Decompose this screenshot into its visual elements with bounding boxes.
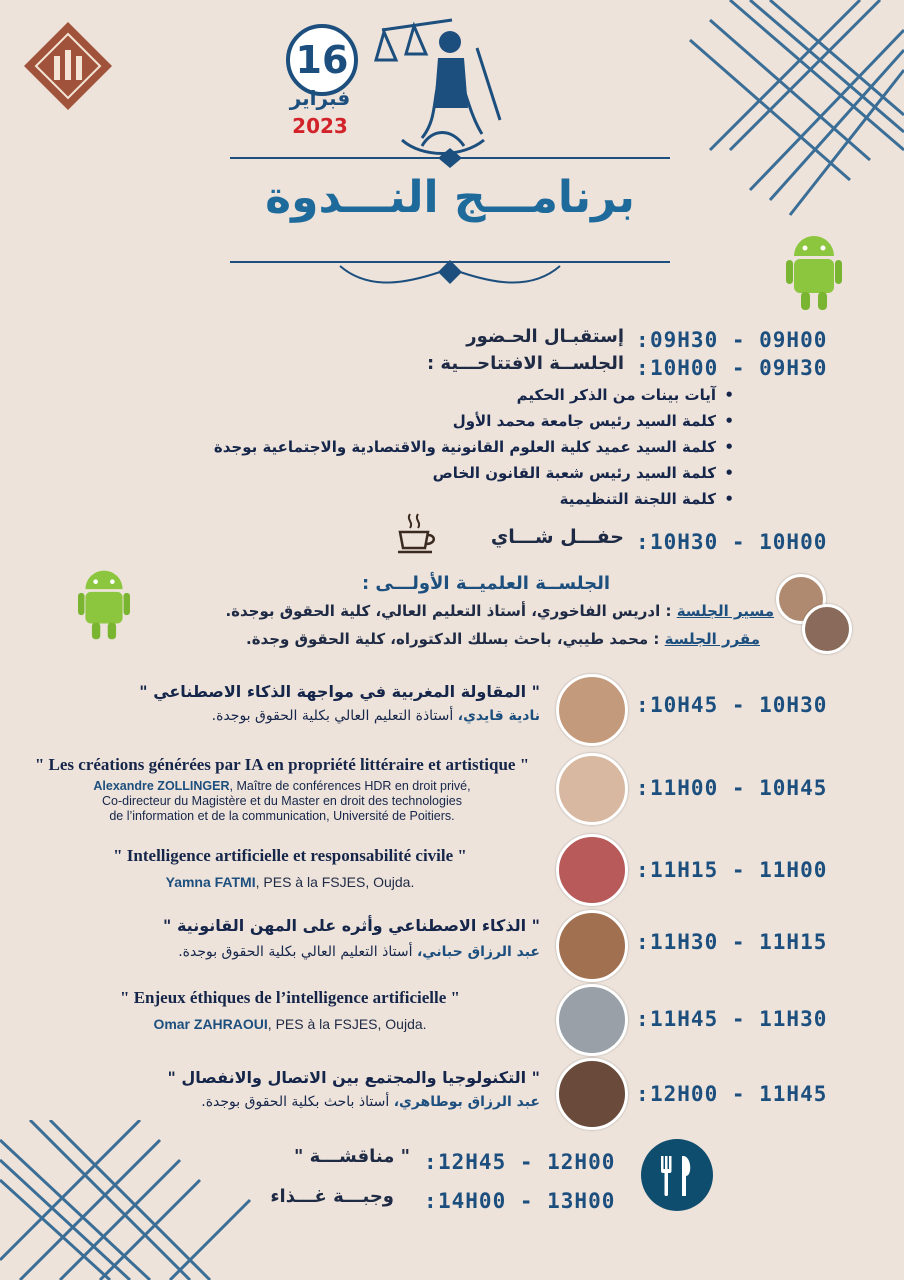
date-day: 16 [295, 38, 349, 82]
talk-speaker [14, 779, 550, 824]
speaker-affiliation: , PES à la FSJES, Oujda. [267, 1016, 427, 1032]
reception-time-colon: : [636, 328, 650, 352]
speaker-photo [556, 834, 628, 906]
speaker-affiliation-line3: de l’information et de la communication, Université de Poitiers. [109, 809, 455, 823]
lunch-label: وجبـــة غـــذاء [270, 1186, 394, 1207]
talk-title: " Intelligence artificielle et responsabilité civile " [113, 846, 467, 865]
university-logo-icon [22, 20, 114, 112]
talk-speaker [40, 874, 540, 890]
speaker-affiliation-line2: Co-directeur du Magistère et du Master en droit des technologies [102, 794, 462, 808]
speaker-name: عبد الرزاق بوطاهري، [393, 1094, 540, 1110]
talk-title: " Les créations générées par IA en propriété littéraire et artistique " [34, 755, 530, 774]
talk-title: " Enjeux éthiques de l’intelligence artificielle " [120, 988, 460, 1007]
talk-time-colon: : [636, 1082, 650, 1106]
speaker-name: عبد الرزاق حباني، [416, 944, 540, 960]
talk-speaker [60, 1094, 540, 1110]
talk-title: " المقاولة المغربية في مواجهة الذكاء الاصطناعي " [139, 682, 540, 701]
divider-bottom [230, 252, 670, 288]
talk-time: 11H00 - 10H45 [650, 776, 828, 800]
lunch-time-colon: : [424, 1189, 438, 1213]
discussion-time-colon: : [424, 1150, 438, 1174]
talk-time: 11H30 - 11H15 [650, 930, 828, 954]
opening-item: • كلمة السيد رئيس شعبة القانون الخاص [150, 460, 734, 486]
session1-title: الجلســة العلميــة الأولـــى : [361, 573, 610, 594]
opening-time: 10H00 - 09H30 [650, 356, 828, 380]
divider-top [230, 144, 670, 168]
moderator-text: : ادريس الفاخوري، أستاذ التعليم العالي، كلية الحقوق بوجدة. [225, 602, 672, 620]
date-year: 2023 [292, 114, 348, 138]
talk-time: 12H00 - 11H45 [650, 1082, 828, 1106]
reception-time: 09H30 - 09H00 [650, 328, 828, 352]
speaker-name: Yamna FATMI [165, 874, 256, 890]
opening-label: الجلســة الافتتاحـــية : [426, 353, 624, 374]
speaker-affiliation: أستاذة التعليم العالي بكلية الحقوق بوجدة. [211, 708, 458, 724]
date-month: فبراير [289, 86, 351, 110]
talk-speaker [120, 708, 540, 724]
talk-time: 11H15 - 11H00 [650, 858, 828, 882]
talk-time-colon: : [636, 1007, 650, 1031]
speaker-photo [556, 1058, 628, 1130]
speaker-name: Alexandre ZOLLINGER [93, 779, 230, 793]
speaker-photo [556, 753, 628, 825]
talk-time-colon: : [636, 930, 650, 954]
speaker-affiliation: أستاذ باحث بكلية الحقوق بوجدة. [201, 1094, 394, 1110]
speaker-affiliation: أستاذ التعليم العالي بكلية الحقوق بوجدة. [178, 944, 417, 960]
speaker-photo [556, 910, 628, 982]
tea-label: حفـــل شـــاي [490, 526, 624, 548]
talk-title: " التكنولوجيا والمجتمع بين الاتصال والانفصال " [167, 1068, 540, 1087]
cutlery-icon [640, 1138, 714, 1212]
talk-time: 11H45 - 11H30 [650, 1007, 828, 1031]
speaker-affiliation: , Maître de conférences HDR en droit privé, [229, 779, 471, 793]
talk-speaker [120, 944, 540, 960]
rapporteur-photo [802, 604, 852, 654]
talk-title: " الذكاء الاصطناعي وأثره على المهن القانونية " [163, 916, 540, 935]
android-icon [786, 230, 842, 314]
speaker-affiliation: , PES à la FSJES, Oujda. [255, 874, 415, 890]
opening-item: • كلمة السيد عميد كلية العلوم القانونية والاقتصادية والاجتماعية بوجدة [150, 434, 734, 460]
rapporteur-label: مقرر الجلسة [664, 630, 760, 648]
talk-speaker [40, 1016, 540, 1032]
lunch-time: 14H00 - 13H00 [438, 1189, 616, 1213]
tea-time: 10H30 - 10H00 [650, 530, 828, 554]
rapporteur-text: : محمد طيبي، باحث بسلك الدكتوراه، كلية الحقوق وجدة. [246, 630, 660, 648]
opening-time-colon: : [636, 356, 650, 380]
discussion-label: " مناقشـــة " [293, 1146, 410, 1167]
session1-rapporteur [140, 630, 760, 648]
coffee-cup-icon [396, 512, 436, 556]
talk-time-colon: : [636, 776, 650, 800]
speaker-name: Omar ZAHRAOUI [153, 1016, 268, 1032]
speaker-name: نادية قايدي، [457, 708, 540, 724]
talk-time-colon: : [636, 858, 650, 882]
discussion-time: 12H45 - 12H00 [438, 1150, 616, 1174]
opening-item: • آيات بينات من الذكر الحكيم [150, 382, 734, 408]
opening-item: • كلمة السيد رئيس جامعة محمد الأول [150, 408, 734, 434]
tea-time-colon: : [636, 530, 650, 554]
reception-label: إستقبـال الحـضور [466, 326, 624, 347]
lady-justice-icon [372, 8, 512, 158]
opening-item: • كلمة اللجنة التنظيمية [150, 486, 734, 512]
speaker-photo [556, 674, 628, 746]
moderator-label: مسير الجلسة [676, 602, 774, 620]
talk-time-colon: : [636, 693, 650, 717]
speaker-photo [556, 984, 628, 1056]
session1-moderator [140, 602, 774, 620]
page-title: برنامـــج النـــدوة [265, 172, 635, 223]
opening-list [150, 382, 734, 512]
android-icon [78, 564, 130, 644]
talk-time: 10H45 - 10H30 [650, 693, 828, 717]
